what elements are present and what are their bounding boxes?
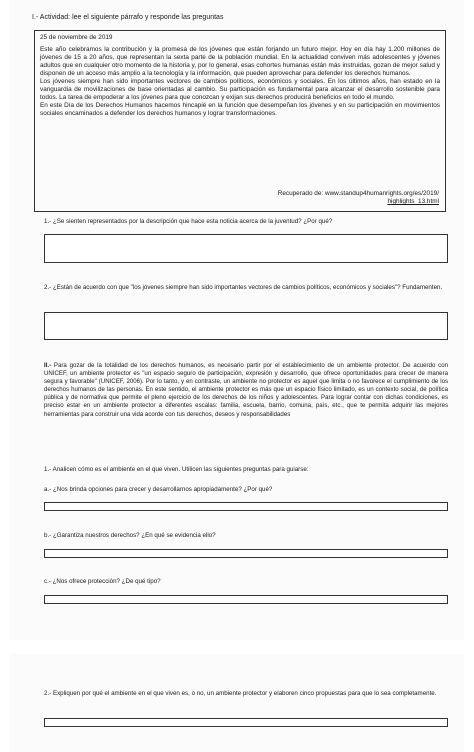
reading-paragraph-3: En este Día de los Derechos Humanos hacemos hincapié en la función que desempeñan los jóvenes y en su participación en movimientos sociales encaminados a defender los derechos humanos y lograr transformaciones. — [40, 102, 440, 118]
answer-box-1[interactable] — [44, 234, 448, 263]
page-gap — [0, 640, 474, 654]
sub-question-a: a.- ¿Nos brinda opciones para crecer y desarrollarnos apropiadamente? ¿Por qué? — [44, 486, 273, 493]
answer-line-a[interactable] — [44, 502, 448, 511]
worksheet-page-2 — [10, 654, 464, 752]
sub-question-c: c.- ¿Nos ofrece protección? ¿De qué tipo? — [44, 578, 161, 585]
answer-line-c[interactable] — [44, 595, 448, 604]
page-2-question-2: 2.- Expliquen por qué el ambiente en el que viven es, o no, un ambiente protector y elaboren cinco propuestas para que lo sea completamente. — [44, 690, 437, 697]
reading-box — [34, 30, 446, 212]
instruction-1: 1.- Analicen cómo es el ambiente en el que viven. Utilicen las siguientes preguntas para guiarse: — [44, 466, 309, 473]
source-citation — [278, 190, 439, 206]
reading-paragraph-2: Los jóvenes siempre han sido importantes vectores de cambios políticos, económicos y sociales. En los últimos años, han estado en la vanguardia de movilizaciones de base orientadas al cambio. Su participación es fundamental para alcanzar el desarrollo sostenible para todos. La tarea de empoderar a los jóvenes para que conozcan y exijan sus derechos producirá beneficios en todo el mundo. — [40, 78, 440, 102]
question-2: 2.- ¿Están de acuerdo con que "los jóvenes siempre han sido importantes vectores de cambios políticos, económicos y sociales"? Fundamenten. — [44, 284, 443, 291]
answer-box-2[interactable] — [44, 312, 448, 340]
article-date: 25 de noviembre de 2019 — [40, 34, 113, 41]
reading-paragraph-1: Este año celebramos la contribución y la promesa de los jóvenes que están forjando un futuro mejor. Hoy en día hay 1.200 millones de jóvenes de 15 a 20 años, que representan la sexta parte de la población mundial. En la actualidad conviven más adolescentes y jóvenes adultos que en cualquier otro momento de la historia y, por lo general, esas cohortes humanas están más instruidas, gozan de mejor salud y disponen de un acceso más amplio a la tecnología y la información, que pueden aprovechar para defender los derechos humanos. — [40, 46, 440, 78]
answer-line-page-2[interactable] — [44, 718, 448, 727]
sub-question-b: b.- ¿Garantiza nuestros derechos? ¿En qué se evidencia ello? — [44, 532, 216, 539]
section-2-text — [44, 362, 448, 419]
activity-title: I.- Actividad: lee el siguiente párrafo y responde las preguntas — [32, 14, 224, 21]
source-line-1: Recuperado de: www.standup4humanrights.org/es/2019/ — [277, 190, 439, 197]
section-2-label: II.- — [44, 362, 52, 369]
source-line-2: highlights_13.html — [387, 198, 439, 205]
section-2-paragraph: Para gozar de la totalidad de los derechos humanos, es necesario partir por el establecimiento de un ambiente protector. De acuerdo con UNICEF, un ambiente protector es "un espacio seguro de participación, expresión y desarrollo, que ofrece oportunidades para crecer de manera segura y favorable" (UNICEF, 2006). Por lo tanto, y en contraste, un ambiente no protector es aquel que limita o no favorece el cumplimiento de los derechos humanos de las personas. En este sentido, el ambiente protector es más que un espacio físico limitado, es un contexto social, de política pública y de normativa que permite el pleno ejercicio de los derechos de los niños y adolescentes. Para lograr contar con dichas condiciones, es preciso estar en un ambiente protector a diferentes escalas: familia, escuela, barrio, comuna, país, etc., que te permita adquirir las mejores herramientas para construir una vida acorde con tus derechos, deseos y responsabilidades — [44, 362, 448, 418]
answer-line-b[interactable] — [44, 549, 448, 558]
question-1: 1.- ¿Se sienten representados por la descripción que hace esta noticia acerca de la juventud? ¿Por qué? — [44, 218, 333, 225]
worksheet-page-1 — [10, 0, 464, 640]
